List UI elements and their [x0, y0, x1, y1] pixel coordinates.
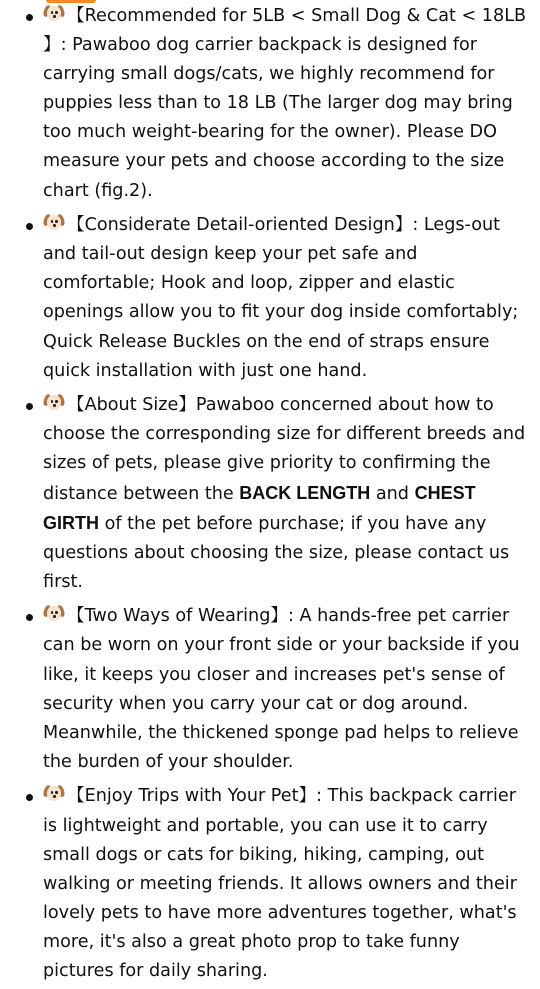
dog-face-icon [43, 5, 65, 24]
dog-face-icon [43, 394, 65, 413]
dog-face-icon [43, 785, 65, 804]
bullet-text: of the pet before purchase; if you have any questions about choosing the size, please contact us first. [43, 513, 510, 592]
feature-bullet [0, 782, 540, 986]
bullet-text-emphasis: BACK LENGTH [239, 482, 371, 503]
bullet-dot [26, 794, 33, 801]
bullet-dot [26, 223, 33, 230]
bullet-dot [26, 14, 33, 21]
bullet-text: 【Enjoy Trips with Your Pet】: This backpack carrier is lightweight and portable, you can use it to carry small dogs or cats for biking, hiking, camping, out walking or meeting friends. It allows owners and their lovely pets to have more adventures together, what's more, it's also a great photo prop to take funny pictures for daily sharing. [43, 786, 517, 981]
bullet-text: 【Considerate Detail-oriented Design】: Legs-out and tail-out design keep your pet safe and comfortable; Hook and loop, zipper and elastic openings allow you to fit your dog inside comfortably; Quick Release Buckles on the end of straps ensure quick installation with just one hand. [43, 215, 519, 381]
feature-bullet [0, 602, 540, 777]
dog-face-icon [43, 605, 65, 624]
bullet-dot [26, 614, 33, 621]
feature-bullet [0, 391, 540, 597]
bullet-text: 【Two Ways of Wearing】: A hands-free pet carrier can be worn on your front side or your backside if you like, it keeps you closer and increases pet's sense of security when you carry your cat or dog around. Meanwhile, the thickened sponge pad helps to relieve the burden of your shoulder. [43, 606, 520, 772]
bullet-dot [26, 403, 33, 410]
feature-bullet [0, 211, 540, 386]
bullet-text: and [370, 483, 415, 504]
bullet-text: 【Recommended for 5LB < Small Dog & Cat < 18LB 】: Pawaboo dog carrier backpack is designed for carrying small dogs/cats, we highly recommend for puppies less than to 18 LB (The larger dog may bring too much weight-bearing for the owner). Please DO measure your pets and choose according to the size chart (fig.2). [43, 6, 527, 201]
feature-bullet [0, 2, 540, 206]
dog-face-icon [43, 214, 65, 233]
bullet-text-emphasis: CHEST GIRTH [43, 482, 476, 533]
bullet-text: 【About Size】Pawaboo concerned about how to choose the corresponding size for different breeds and sizes of pets, please give priority to confirming the distance between the [43, 395, 526, 504]
